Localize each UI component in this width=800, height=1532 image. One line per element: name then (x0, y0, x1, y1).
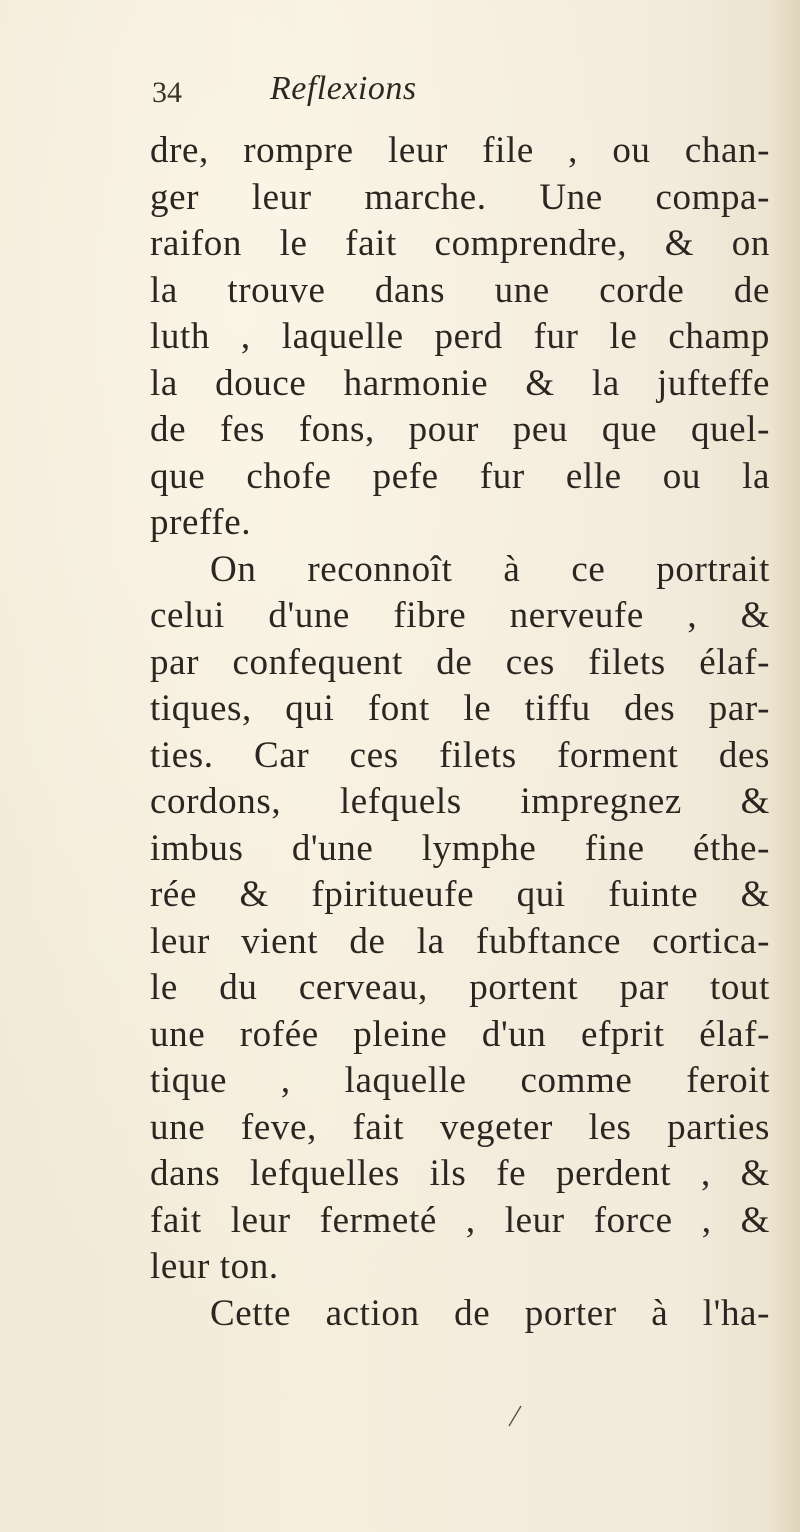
text-line: dans lefquelles ils fe perdent , & (150, 1153, 770, 1194)
text-line: tiques, qui font le tiffu des par- (150, 688, 770, 729)
text-line: de fes fons, pour peu que quel- (150, 409, 770, 450)
text-line: ties. Car ces filets forment des (150, 734, 770, 776)
page-edge-shadow (770, 0, 800, 1532)
text-line: leur ton. (150, 1246, 279, 1287)
text-line: la douce harmonie & la jufteffe (150, 362, 770, 404)
text-line: la trouve dans une corde de (150, 269, 770, 311)
text-line: fait leur fermeté , leur force , & (150, 1199, 770, 1241)
text-line: le du cerveau, portent par tout (150, 967, 770, 1008)
text-line: que chofe pefe fur elle ou la (150, 455, 770, 497)
body-text (150, 128, 770, 1337)
page-number: 34 (152, 76, 182, 109)
page-header (152, 70, 582, 120)
text-line: tique , laquelle comme feroit (150, 1060, 770, 1101)
text-line: Cette action de porter à l'ha- (210, 1292, 770, 1334)
text-line: imbus d'une lymphe fine éthe- (150, 827, 770, 869)
text-line: une feve, fait vegeter les parties (150, 1106, 770, 1148)
text-line: dre, rompre leur file , ou chan- (150, 130, 770, 171)
running-head-title: Reflexions (270, 70, 417, 107)
text-line: par confequent de ces filets élaf- (150, 641, 770, 683)
text-line: luth , laquelle perd fur le champ (150, 316, 770, 357)
text-line: celui d'une fibre nerveufe , & (150, 595, 770, 636)
text-line: On reconnoît à ce portrait (210, 548, 770, 590)
text-line: une rofée pleine d'un efprit élaf- (150, 1013, 770, 1055)
text-line: ger leur marche. Une compa- (150, 176, 770, 218)
text-line: preffe. (150, 502, 252, 543)
text-line: rée & fpiritueufe qui fuinte & (150, 874, 770, 915)
text-line: leur vient de la fubftance cortica- (150, 920, 770, 962)
signature-mark (506, 1404, 524, 1428)
text-line: cordons, lefquels impregnez & (150, 781, 770, 822)
text-line: raifon le fait comprendre, & on (150, 223, 770, 264)
